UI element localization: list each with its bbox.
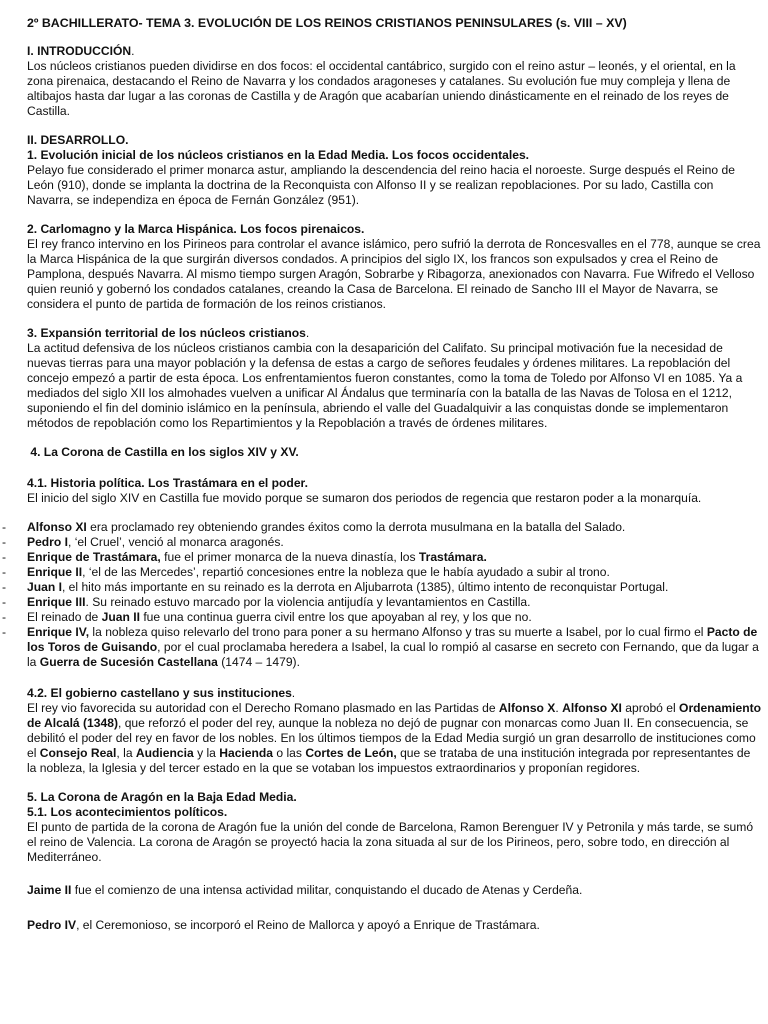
king-name: Pedro I	[27, 535, 68, 549]
king-text: fue una continua guerra civil entre los que apoyaban al rey, y los que no.	[139, 610, 532, 624]
list-dash: -	[2, 535, 7, 549]
list-item	[0, 595, 762, 610]
list-item	[0, 625, 762, 670]
jaime-paragraph	[27, 883, 762, 898]
bold-run: Consejo Real	[39, 746, 117, 760]
list-item	[0, 550, 762, 565]
king-text: . Su reinado estuvo marcado por la violencia antijudía y levantamientos en Castilla.	[85, 595, 531, 609]
s1-text: Pelayo fue considerado el primer monarca astur, ampliando la descendencia del reino hacia el noroeste. Surge después el Reino de León (910), donde se implanta la doctrina de la Reconquista con Alfonso II y se realizan repoblaciones. Por su lado, Castilla con Navarra, se independiza en época de Fernán González (951).	[27, 163, 735, 207]
list-item	[0, 580, 762, 595]
list-dash: -	[2, 580, 7, 594]
bold-run: Audiencia	[135, 746, 194, 760]
pact-name: Pacto de los Toros de Guisando	[27, 625, 758, 654]
s3-text: La actitud defensiva de los núcleos cristianos cambia con la desaparición del Califato. Su principal motivación fue la necesidad de nuevas tierras para una mayor población y la defensa de estas a cargo de señores feudales y órdenes militares. La repoblación del concejo empezó a partir de esta época. Los enfrentamientos fueron constantes, como la toma de Toledo por Alfonso VI en 1085. Ya a mediados del siglo XII los almohades vuelven a unificar Al Ándalus que terminaría con la batalla de las Navas de Tolosa en el 1212, suponiendo el fin del dominio islámico en la península, abriendo el valle del Guadalquivir a las conquistas donde se implementaron métodos de repoblación como los Repartimientos y la Repoblación a través de órdenes militares.	[27, 341, 743, 430]
bold-run: Cortes de León,	[305, 746, 397, 760]
s4-heading: 4. La Corona de Castilla en los siglos XIV y XV.	[27, 445, 299, 459]
list-item	[0, 610, 762, 625]
text-run: que se trataba de una institución integrada por representantes de la nobleza, la Iglesia y del tercer estado en la que se votaban los impuestos extraordinarios y proponían regidores.	[27, 746, 751, 775]
king-name: Enrique II	[27, 565, 83, 579]
king-name: Pedro IV	[27, 918, 77, 932]
s2-text: El rey franco intervino en los Pirineos para controlar el avance islámico, pero sufrió la derrota de Roncesvalles en el 778, aunque se crea la Marca Hispánica de la que surgirán diversos condados. A principios del siglo IX, los francos son expulsados y crea el Reino de Pamplona, después Navarra. Al mismo tiempo surgen Aragón, Sobrarbe y Ribagorza, anexionados con Navarra. Fue Wifredo el Velloso quien reunió y gobernó los condados catalanes, creando la Casa de Barcelona. El reinado de Sancho III el Mayor de Navarra, se considera el punto de partida de formación de los reinos cristianos.	[27, 237, 761, 311]
bold-run: Alfonso X	[498, 701, 556, 715]
text-run: El rey vio favorecida su autoridad con el Derecho Romano plasmado en las Partidas de	[27, 701, 499, 715]
king-name: Juan II	[101, 610, 140, 624]
text-run: .	[555, 701, 563, 715]
section-2	[27, 222, 762, 312]
desarrollo-heading: II. DESARROLLO.	[27, 133, 129, 147]
king-prefix: El reinado de	[27, 610, 102, 624]
list-dash: -	[2, 520, 7, 534]
text-run: , la	[116, 746, 136, 760]
king-text: , el hito más importante en su reinado es la derrota en Aljubarrota (1385), último intento de reconquistar Portugal.	[61, 580, 669, 594]
list-dash: -	[2, 625, 7, 639]
king-name: Jaime II	[27, 883, 72, 897]
king-text: era proclamado rey obteniendo grandes éxitos como la derrota musulmana en la batalla del Salado.	[86, 520, 626, 534]
list-item	[0, 535, 762, 550]
king-name: Enrique IV,	[27, 625, 90, 639]
s41-text: El inicio del siglo XIV en Castilla fue movido porque se sumaron dos periodos de regencia que restaron poder a la monarquía.	[27, 491, 702, 505]
king-name: Juan I	[27, 580, 62, 594]
section-3	[27, 326, 762, 431]
list-dash: -	[2, 595, 7, 609]
dynasty-name: Trastámara.	[418, 550, 487, 564]
s1-heading: 1. Evolución inicial de los núcleos cristianos en la Edad Media. Los focos occidentales.	[27, 148, 530, 162]
text-run: y la	[193, 746, 220, 760]
pedro-paragraph	[27, 918, 762, 933]
list-item	[0, 520, 762, 535]
section-5	[27, 790, 762, 865]
s41-heading: 4.1. Historia política. Los Trastámara en el poder.	[27, 476, 308, 490]
s42-heading: 4.2. El gobierno castellano y sus instituciones	[27, 686, 292, 700]
intro-heading: I. INTRODUCCIÓN	[27, 44, 132, 58]
bold-run: Hacienda	[219, 746, 274, 760]
section-4-1	[27, 476, 762, 506]
text-run: aprobó el	[621, 701, 680, 715]
intro-text: Los núcleos cristianos pueden dividirse en dos focos: el occidental cantábrico, surgido con el reino astur – leonés, y el oriental, en la zona pirenaica, destacando el Reino de Navarra y los condados aragoneses y catalanes. Su evolución fue muy compleja y llena de altibajos hasta dar lugar a las coronas de Castilla y de Aragón que acabarían uniendo dinásticamente en el reinado de los reyes de Castilla.	[27, 59, 736, 118]
king-name: Alfonso XI	[27, 520, 87, 534]
war-name: Guerra de Sucesión Castellana	[39, 655, 218, 669]
text-run: o las	[273, 746, 306, 760]
s3-heading-suffix: .	[305, 326, 310, 340]
section-4-2	[27, 686, 762, 776]
intro-heading-suffix: .	[131, 44, 135, 58]
bold-run: Ordenamiento de Alcalá (1348)	[27, 701, 762, 730]
s42-text	[27, 701, 762, 776]
document-title: 2º BACHILLERATO- TEMA 3. EVOLUCIÓN DE LOS REINOS CRISTIANOS PENINSULARES (s. VIII – XV)	[27, 16, 627, 30]
section-desarrollo-1	[27, 133, 762, 208]
section-introduccion	[27, 44, 762, 119]
king-name: Enrique III	[27, 595, 86, 609]
king-text: , ‘el de las Mercedes’, repartió concesiones entre la nobleza que le había ayudado a subir al trono.	[82, 565, 610, 579]
king-text: fue el primer monarca de la nueva dinastía, los	[160, 550, 419, 564]
s3-heading: 3. Expansión territorial de los núcleos cristianos	[27, 326, 306, 340]
bold-run: Alfonso XI	[562, 701, 622, 715]
list-item	[0, 565, 762, 580]
king-text-3: (1474 – 1479).	[217, 655, 300, 669]
text-run: , que reforzó el poder del rey, aunque la nobleza no dejó de pugnar con monarcas como Juan II. En consecuencia, se debilitó el poder del rey en favor de los nobles. En los últimos tiempos de la Edad Media surgió un gran desarrollo de instituciones como el	[27, 716, 756, 760]
king-text-2: , por el cual proclamaba heredera a Isabel, la cual lo rompió al casarse en secreto con Fernando, que da lugar a la	[27, 640, 759, 669]
list-dash: -	[2, 550, 7, 564]
document-page	[2, 16, 762, 933]
s51-text: El punto de partida de la corona de Aragón fue la unión del conde de Barcelona, Ramon Berenguer IV y Petronila y más tarde, se sumó el reino de Valencia. La corona de Aragón se proyectó hacia la zona situada al sur de los Pirineos, pero, sobre todo, en dirección al Mediterráneo.	[27, 820, 754, 864]
king-name: Enrique de Trastámara,	[27, 550, 161, 564]
king-text: fue el comienzo de una intensa actividad militar, conquistando el ducado de Atenas y Cerdeña.	[71, 883, 583, 897]
list-dash: -	[2, 610, 7, 624]
s42-heading-suffix: .	[291, 686, 296, 700]
king-text: , ‘el Cruel’, venció al monarca aragonés.	[68, 535, 284, 549]
king-text: la nobleza quiso relevarlo del trono para poner a su hermano Alfonso y tras su muerte a Isabel, por lo cual firmo el	[89, 625, 707, 639]
kings-list	[0, 520, 762, 670]
s51-heading: 5.1. Los acontecimientos políticos.	[27, 805, 228, 819]
s5-heading: 5. La Corona de Aragón en la Baja Edad Media.	[27, 790, 297, 804]
king-text: , el Ceremonioso, se incorporó el Reino de Mallorca y apoyó a Enrique de Trastámara.	[76, 918, 540, 932]
list-dash: -	[2, 565, 7, 579]
s2-heading: 2. Carlomagno y la Marca Hispánica. Los focos pirenaicos.	[27, 222, 365, 236]
